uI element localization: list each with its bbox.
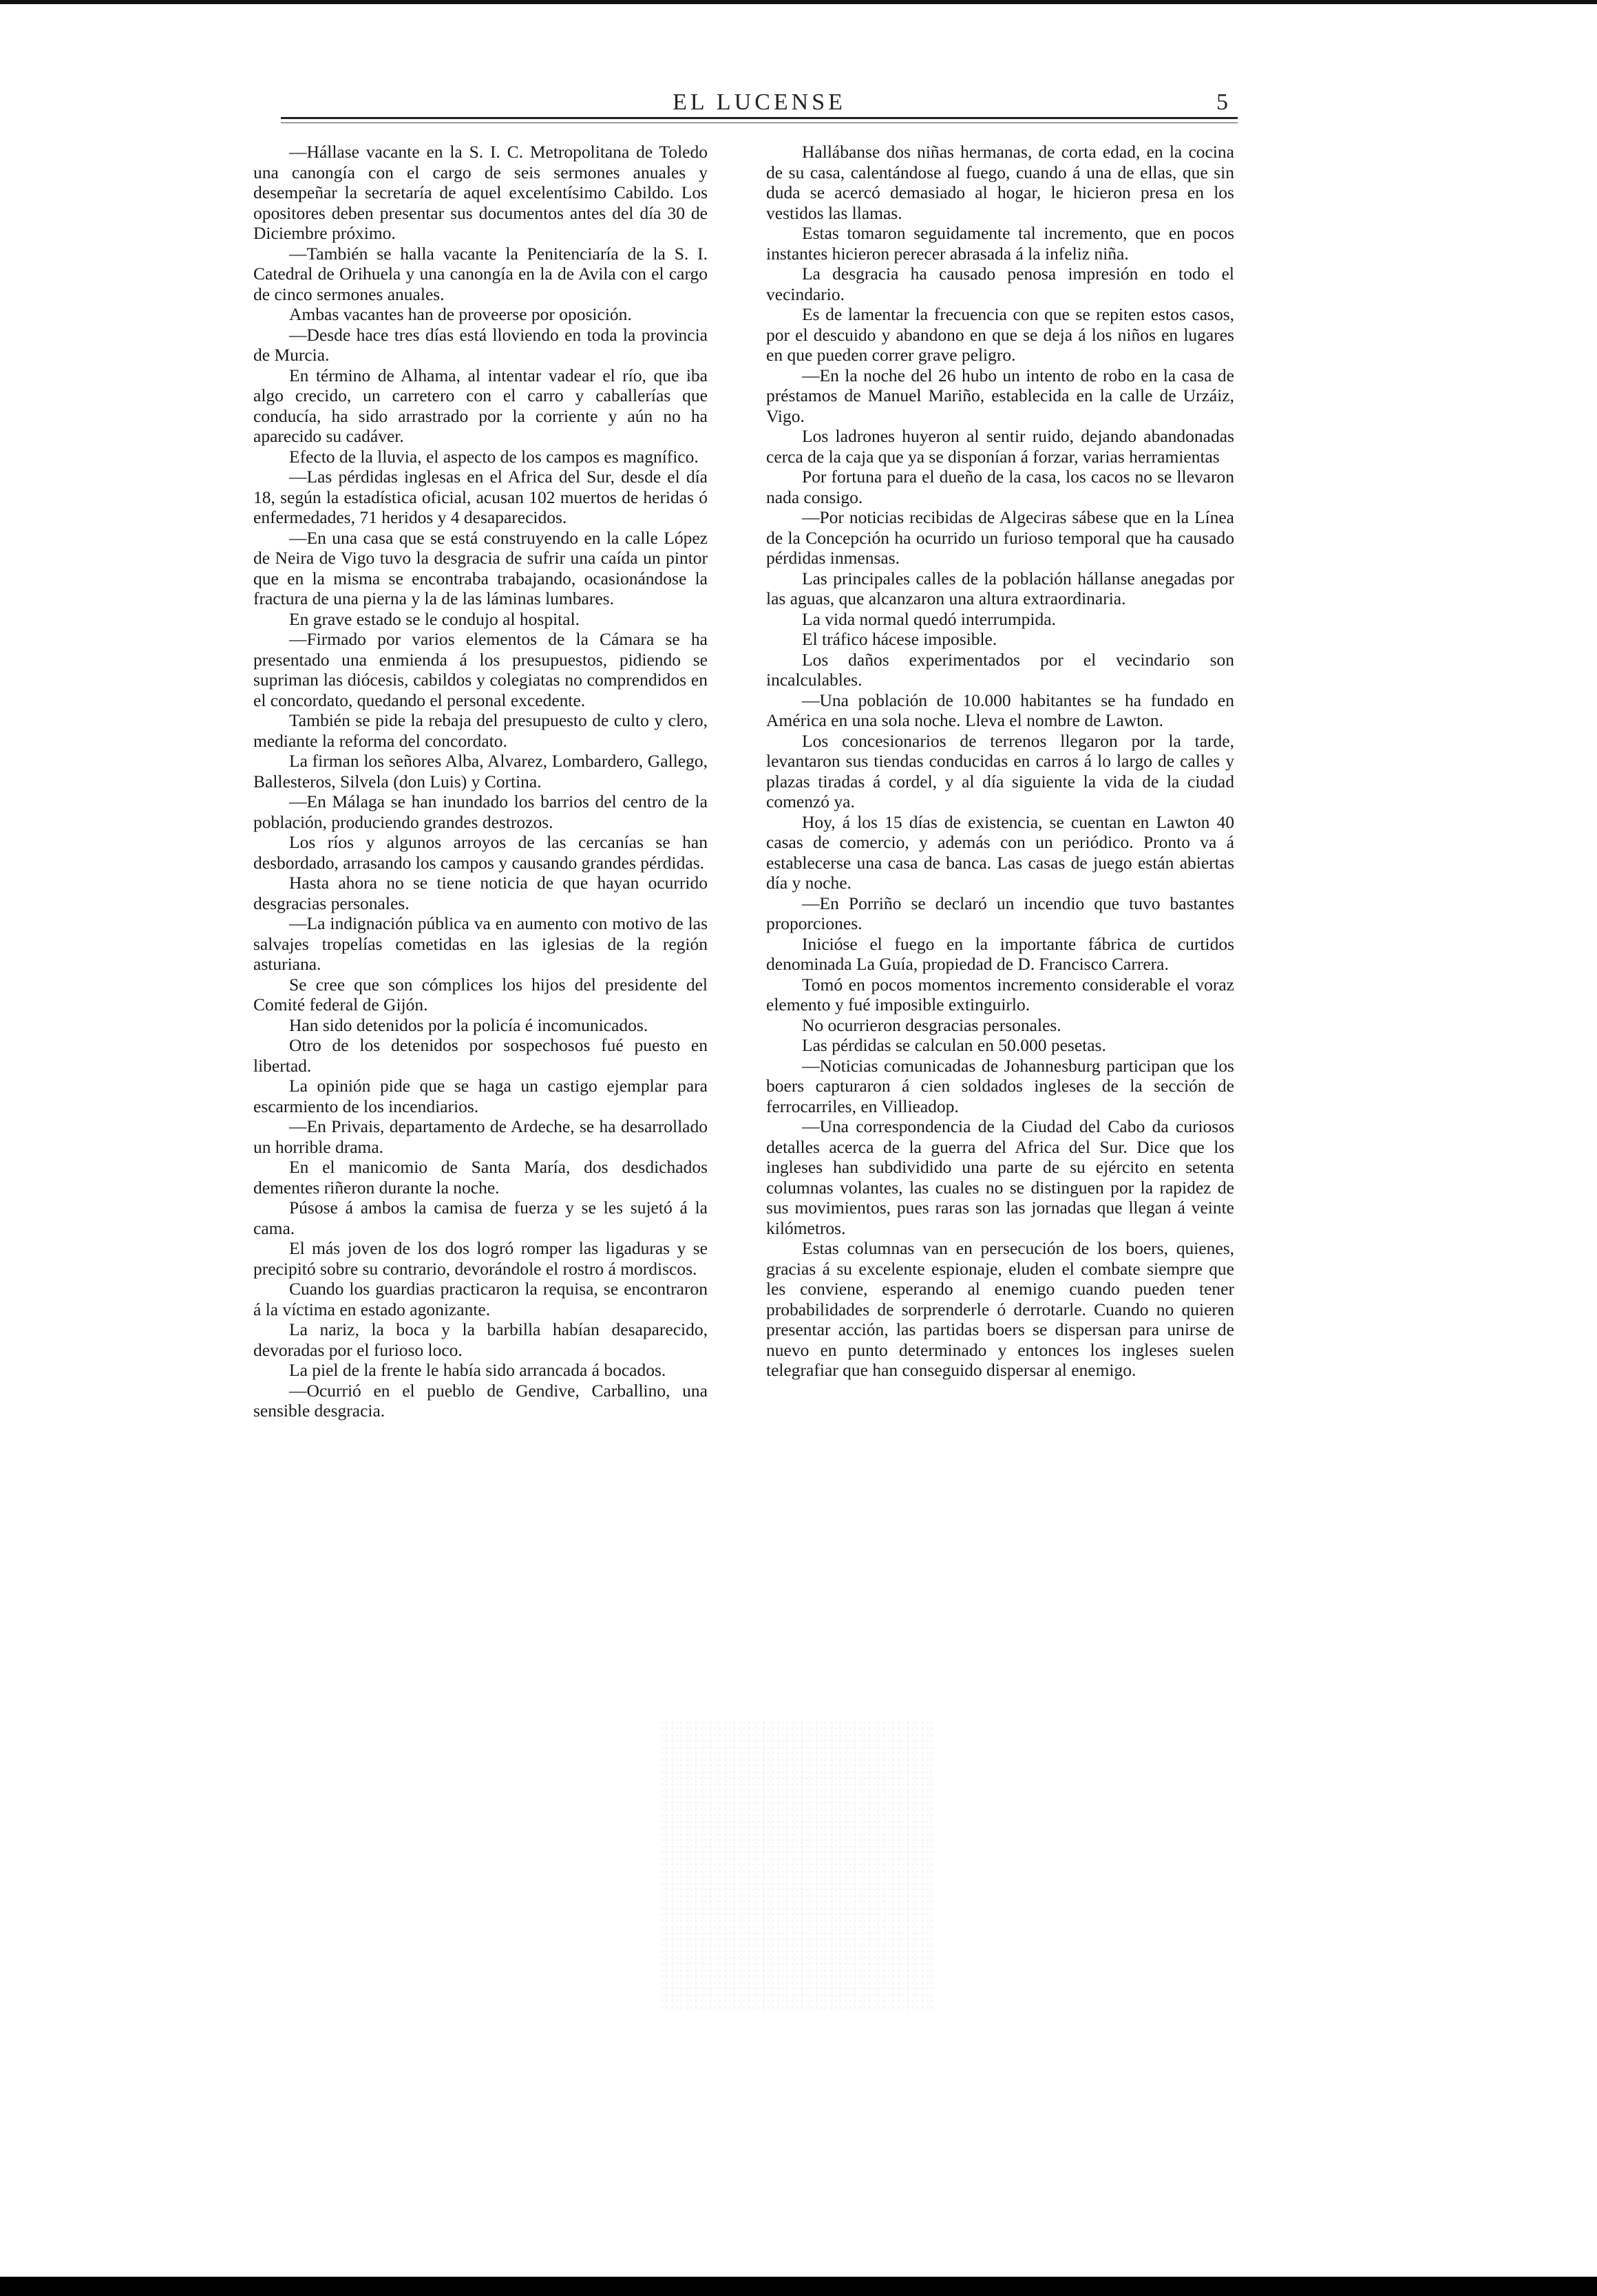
paragraph: Por fortuna para el dueño de la casa, los cacos no se llevaron nada consigo. bbox=[766, 467, 1234, 507]
paragraph: En grave estado se le condujo al hospital. bbox=[289, 608, 580, 629]
header-rule-thick bbox=[281, 117, 1238, 119]
paragraph: En término de Alhama, al intentar vadear el río, que iba algo crecido, un carretero con el carro y caballerías que conducía, ha sido arrastrado por la corriente y aún no ha aparecido su cadáver. bbox=[253, 365, 708, 446]
paragraph: La desgracia ha causado penosa impresión en todo el vecindario. bbox=[766, 264, 1234, 304]
paragraph: En el manicomio de Santa María, dos desdichados dementes riñeron durante la noche. bbox=[253, 1157, 708, 1198]
paragraph: —Ocurrió en el pueblo de Gendive, Carballino, una sensible desgracia. bbox=[253, 1380, 708, 1421]
bottom-scan-edge bbox=[0, 2277, 1597, 2296]
paragraph: La piel de la frente le había sido arrancada á bocados. bbox=[289, 1360, 666, 1380]
paragraph: Han sido detenidos por la policía é incomunicados. bbox=[289, 1014, 648, 1035]
paragraph: Es de lamentar la frecuencia con que se repiten estos casos, por el descuido y abandono en que se deja á los niños en lugares en que pueden correr grave peligro. bbox=[766, 304, 1234, 365]
paragraph: No ocurrieron desgracias personales. bbox=[802, 1014, 1061, 1035]
print-speckle-artifact bbox=[661, 1721, 936, 2010]
paragraph: Ambas vacantes han de proveerse por oposición. bbox=[289, 304, 632, 324]
paragraph: Tomó en pocos momentos incremento considerable el voraz elemento y fué imposible extinguirlo. bbox=[766, 974, 1234, 1014]
paragraph: Hallábanse dos niñas hermanas, de corta edad, en la cocina de su casa, calentándose al fuego, cuando á una de ellas, que sin duda se acercó demasiado al hogar, le hicieron presa en los vestidos las llamas. bbox=[766, 142, 1234, 223]
paragraph: —Desde hace tres días está lloviendo en toda la provincia de Murcia. bbox=[253, 324, 708, 365]
paragraph: Cuando los guardias practicaron la requisa, se encontraron á la víctima en estado agonizante. bbox=[253, 1279, 708, 1319]
paragraph: El más joven de los dos logró romper las ligaduras y se precipitó sobre su contrario, devorándole el rostro á mordiscos. bbox=[253, 1238, 708, 1279]
paragraph: —En la noche del 26 hubo un intento de robo en la casa de préstamos de Manuel Mariño, establecida en la calle de Urzáiz, Vigo. bbox=[766, 365, 1234, 426]
paragraph: Púsose á ambos la camisa de fuerza y se les sujetó á la cama. bbox=[253, 1198, 708, 1238]
paragraph: El tráfico hácese imposible. bbox=[802, 629, 997, 649]
right-column bbox=[766, 142, 1234, 1381]
paragraph: Los concesionarios de terrenos llegaron por la tarde, levantaron sus tiendas conducidas en carros á lo largo de calles y plazas tiradas á cordel, y al día siguiente la vida de la ciudad comenzó ya. bbox=[766, 730, 1234, 811]
paragraph: La firman los señores Alba, Alvarez, Lombardero, Gallego, Ballesteros, Silvela (don Luis) y Cortina. bbox=[253, 751, 708, 791]
paragraph: —También se halla vacante la Penitenciaría de la S. I. Catedral de Orihuela y una canongía en la de Avila con el cargo de cinco sermones anuales. bbox=[253, 243, 708, 304]
paragraph: También se pide la rebaja del presupuesto de culto y clero, mediante la reforma del concordato. bbox=[253, 710, 708, 751]
paragraph: La nariz, la boca y la barbilla habían desaparecido, devoradas por el furioso loco. bbox=[253, 1319, 708, 1360]
paragraph: Se cree que son cómplices los hijos del presidente del Comité federal de Gijón. bbox=[253, 974, 708, 1014]
paragraph: Efecto de la lluvia, el aspecto de los campos es magnífico. bbox=[289, 446, 699, 467]
paragraph: Los ladrones huyeron al sentir ruido, dejando abandonadas cerca de la caja que ya se disponían á forzar, varias herramientas bbox=[766, 426, 1234, 467]
paragraph: Estas tomaron seguidamente tal incremento, que en pocos instantes hicieron perecer abrasada á la infeliz niña. bbox=[766, 223, 1234, 264]
paragraph: —Una correspondencia de la Ciudad del Cabo da curiosos detalles acerca de la guerra del Africa del Sur. Dice que los ingleses han subdividido una parte de su ejército en setenta columnas volantes, las cuales no se distinguen por la rapidez de sus movimientos, pues raras son las jornadas que llegan á veinte kilómetros. bbox=[766, 1116, 1234, 1238]
paragraph: Los daños experimentados por el vecindario son incalculables. bbox=[766, 649, 1234, 690]
paragraph: —Por noticias recibidas de Algeciras sábese que en la Línea de la Concepción ha ocurrido un furioso temporal que ha causado pérdidas inmensas. bbox=[766, 507, 1234, 568]
newspaper-title: EL LUCENSE bbox=[673, 89, 846, 115]
paragraph: —Una población de 10.000 habitantes se ha fundado en América en una sola noche. Lleva el nombre de Lawton. bbox=[766, 690, 1234, 730]
paragraph: —En Málaga se han inundado los barrios del centro de la población, produciendo grandes destrozos. bbox=[253, 791, 708, 832]
paragraph: La vida normal quedó interrumpida. bbox=[802, 608, 1056, 629]
paragraph: —Las pérdidas inglesas en el Africa del Sur, desde el día 18, según la estadística oficial, acusan 102 muertos de heridas ó enfermedades, 71 heridos y 4 desaparecidos. bbox=[253, 467, 708, 527]
paragraph: —En Porriño se declaró un incendio que tuvo bastantes proporciones. bbox=[766, 893, 1234, 933]
paragraph: Otro de los detenidos por sospechosos fué puesto en libertad. bbox=[253, 1035, 708, 1076]
paragraph: —La indignación pública va en aumento con motivo de las salvajes tropelías cometidas en las iglesias de la región asturiana. bbox=[253, 913, 708, 974]
paragraph: —Firmado por varios elementos de la Cámara se ha presentado una enmienda á los presupuestos, pidiendo se supriman las diócesis, cabildos y colegiatas no comprendidos en el concordato, quedando el personal excedente. bbox=[253, 629, 708, 710]
paragraph: Las pérdidas se calculan en 50.000 pesetas. bbox=[802, 1035, 1106, 1055]
paragraph: Hasta ahora no se tiene noticia de que hayan ocurrido desgracias personales. bbox=[253, 873, 708, 913]
paragraph: —Hállase vacante en la S. I. C. Metropolitana de Toledo una canongía con el cargo de seis sermones anuales y desempeñar la secretaría de aquel excelentísimo Cabildo. Los opositores deben presentar sus documentos antes del día 30 de Diciembre próximo. bbox=[253, 142, 708, 243]
paragraph: Hoy, á los 15 días de existencia, se cuentan en Lawton 40 casas de comercio, y además con un periódico. Pronto va á establecerse una casa de banca. Las casas de juego están abiertas día y noche. bbox=[766, 811, 1234, 893]
paragraph: Inicióse el fuego en la importante fábrica de curtidos denominada La Guía, propiedad de D. Francisco Carrera. bbox=[766, 933, 1234, 974]
paragraph: —Noticias comunicadas de Johannesburg participan que los boers capturaron á cien soldados ingleses de la sección de ferrocarriles, en Villieadop. bbox=[766, 1055, 1234, 1116]
paragraph: Estas columnas van en persecución de los boers, quienes, gracias á su excelente espionaje, eluden el combate siempre que les conviene, esperando al enemigo cuando pueden tener probabilidades de sorprenderle ó derrotarle. Cuando no quieren presentar acción, las partidas boers se dispersan para unirse de nuevo en punto determinado y entonces los ingleses suelen telegrafiar que han conseguido dispersar al enemigo. bbox=[766, 1238, 1234, 1380]
top-border-rule bbox=[0, 0, 1597, 4]
left-column bbox=[253, 142, 708, 1421]
page-number: 5 bbox=[1216, 89, 1228, 115]
paragraph: Los ríos y algunos arroyos de las cercanías se han desbordado, arrasando los campos y causando grandes pérdidas. bbox=[253, 832, 708, 873]
paragraph: —En una casa que se está construyendo en la calle López de Neira de Vigo tuvo la desgracia de sufrir una caída un pintor que en la misma se encontraba trabajando, ocasionándose la fractura de una pierna y la de las láminas lumbares. bbox=[253, 527, 708, 608]
paragraph: Las principales calles de la población hállanse anegadas por las aguas, que alcanzaron una altura extraordinaria. bbox=[766, 568, 1234, 608]
paragraph: —En Privais, departamento de Ardeche, se ha desarrollado un horrible drama. bbox=[253, 1116, 708, 1157]
page-header bbox=[281, 87, 1238, 128]
paragraph: La opinión pide que se haga un castigo ejemplar para escarmiento de los incendiarios. bbox=[253, 1076, 708, 1116]
